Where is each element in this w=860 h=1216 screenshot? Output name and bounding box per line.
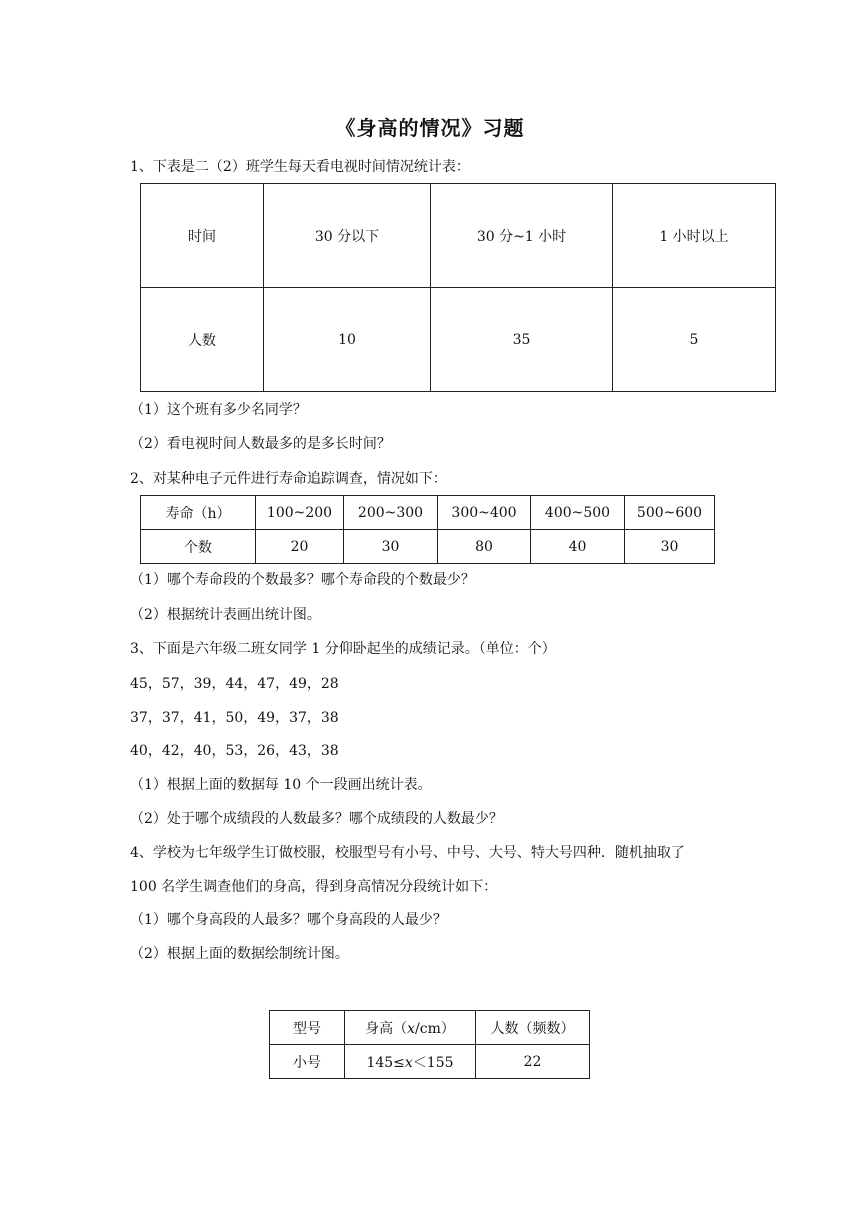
question-3-data-line: 37，37，41，50，49，37，38 xyxy=(130,710,339,726)
table-cell: 1 小时以上 xyxy=(613,184,776,288)
question-4-stem-line-1: 4、学校为七年级学生订做校服，校服型号有小号、中号、大号、特大号四种．随机抽取了 xyxy=(130,845,685,861)
table-row xyxy=(141,530,715,564)
question-3-sub-2: （2）处于哪个成绩段的人数最多？哪个成绩段的人数最少？ xyxy=(130,811,503,827)
table-cell: 30 xyxy=(625,530,715,564)
question-1-sub-2: （2）看电视时间人数最多的是多长时间？ xyxy=(130,436,391,452)
cell-text: ＜155 xyxy=(412,1054,454,1071)
table-cell: 30 xyxy=(344,530,438,564)
table-row xyxy=(141,496,715,530)
table-cell: 35 xyxy=(431,288,613,392)
table-row xyxy=(141,184,776,288)
question-3-sub-1: （1）根据上面的数据每 10 个一段画出统计表。 xyxy=(130,777,432,793)
table-cell: 500~600 xyxy=(625,496,715,530)
question-3-data-line: 40，42，40，53，26，43，38 xyxy=(130,743,339,759)
lifespan-table xyxy=(140,495,715,564)
variable-x: x xyxy=(404,1054,413,1071)
height-table xyxy=(269,1010,590,1079)
table-cell: 5 xyxy=(613,288,776,392)
tv-time-table xyxy=(140,183,776,392)
table-cell xyxy=(345,1045,476,1079)
table-cell: 人数 xyxy=(141,288,264,392)
question-2-sub-2: （2）根据统计表画出统计图。 xyxy=(130,607,321,623)
cell-text: 145≤ xyxy=(366,1054,405,1071)
table-cell: 寿命（h） xyxy=(141,496,256,530)
question-4-sub-2: （2）根据上面的数据绘制统计图。 xyxy=(130,946,349,962)
table-cell: 80 xyxy=(438,530,531,564)
question-1-stem: 1、下表是二（2）班学生每天看电视时间情况统计表： xyxy=(130,159,470,175)
table-cell: 20 xyxy=(256,530,344,564)
variable-x: x xyxy=(407,1020,416,1037)
table-row xyxy=(141,288,776,392)
table-cell: 30 分以下 xyxy=(264,184,431,288)
question-2-stem: 2、对某种电子元件进行寿命追踪调查，情况如下： xyxy=(130,471,447,487)
table-cell: 30 分~1 小时 xyxy=(431,184,613,288)
table-cell: 22 xyxy=(476,1045,590,1079)
cell-text: 身高（ xyxy=(365,1020,408,1037)
table-cell: 型号 xyxy=(270,1011,345,1045)
table-cell: 300~400 xyxy=(438,496,531,530)
table-cell: 100~200 xyxy=(256,496,344,530)
question-1-sub-1: （1）这个班有多少名同学？ xyxy=(130,402,307,418)
page-title: 《身高的情况》习题 xyxy=(335,116,525,140)
table-cell: 200~300 xyxy=(344,496,438,530)
cell-text: /cm） xyxy=(415,1020,455,1037)
question-4-sub-1: （1）哪个身高段的人最多？哪个身高段的人最少？ xyxy=(130,912,447,928)
table-row xyxy=(270,1011,590,1045)
table-cell: 人数（频数） xyxy=(476,1011,590,1045)
table-cell: 10 xyxy=(264,288,431,392)
table-cell: 40 xyxy=(531,530,625,564)
table-cell xyxy=(345,1011,476,1045)
question-2-sub-1: （1）哪个寿命段的个数最多？哪个寿命段的个数最少？ xyxy=(130,572,475,588)
table-cell: 400~500 xyxy=(531,496,625,530)
question-3-data-line: 45，57，39，44，47，49，28 xyxy=(130,676,339,692)
table-cell: 个数 xyxy=(141,530,256,564)
table-row xyxy=(270,1045,590,1079)
question-3-stem: 3、下面是六年级二班女同学 1 分仰卧起坐的成绩记录。（单位：个） xyxy=(130,641,556,657)
table-cell: 小号 xyxy=(270,1045,345,1079)
table-cell: 时间 xyxy=(141,184,264,288)
question-4-stem-line-2: 100 名学生调查他们的身高，得到身高情况分段统计如下： xyxy=(130,879,498,895)
